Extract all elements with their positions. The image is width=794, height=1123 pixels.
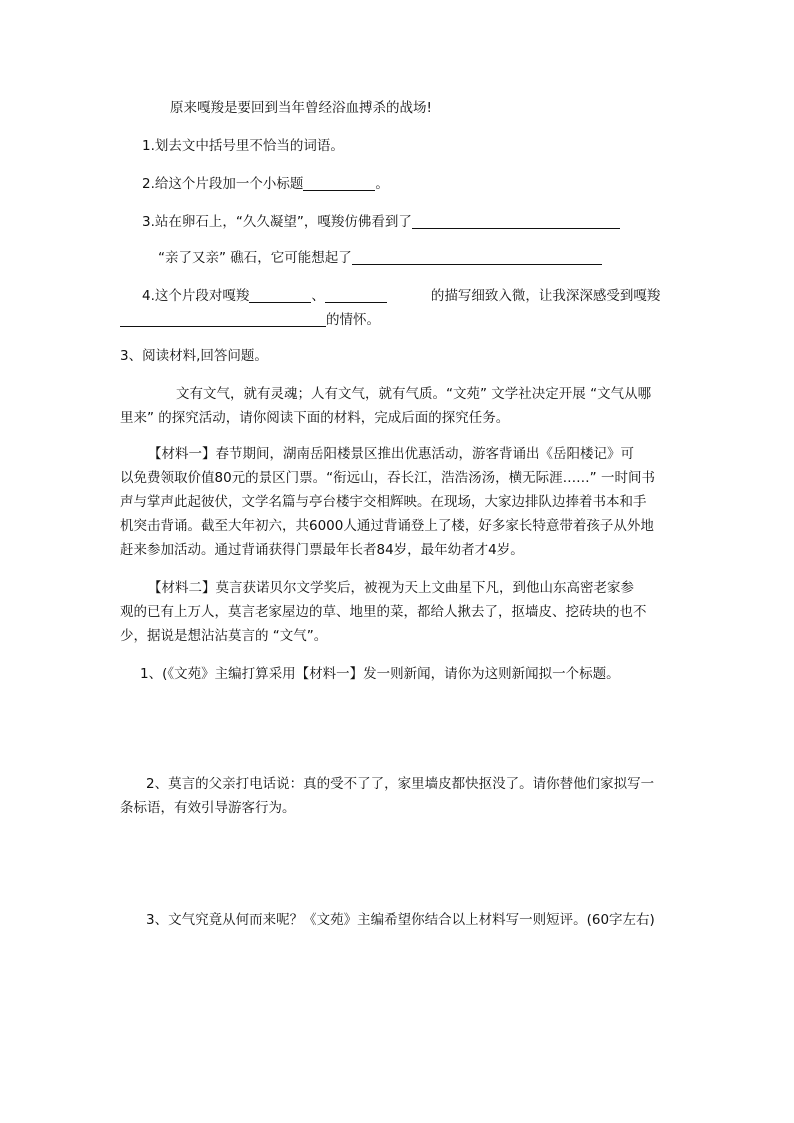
- intro-line: 文有文气，就有灵魂；人有文气，就有气质。“文苑” 文学社决定开展 “文气从哪: [176, 386, 652, 402]
- material-2-line: 【材料二】莫言获诺贝尔文学奖后，被视为天上文曲星下凡，到他山东高密老家参: [148, 580, 634, 596]
- answer-blank[interactable]: [249, 288, 311, 303]
- question-1: 1.划去文中括号里不恰当的词语。: [142, 138, 344, 154]
- passage-end: 原来嘎羧是要回到当年曾经浴血搏杀的战场!: [170, 100, 432, 116]
- material-1-line: 以免费领取价值80元的景区门票。“衔远山，吞长江，浩浩汤汤，横无际涯……” 一时间书: [120, 470, 655, 486]
- question-2: [142, 174, 389, 194]
- task-2-line: 2、莫言的父亲打电话说：真的受不了了，家里墙皮都快抠没了。请你替他们家拟写一: [146, 776, 655, 792]
- material-1-line: 【材料一】春节期间，湖南岳阳楼景区推出优惠活动，游客背诵出《岳阳楼记》可: [148, 446, 634, 462]
- material-1-line: 赶来参加活动。通过背诵获得门票最年长者84岁，最年幼者才4岁。: [120, 542, 524, 558]
- intro-line: 里来” 的探究活动，请你阅读下面的材料，完成后面的探究任务。: [120, 410, 510, 426]
- question-4-sep: 、: [311, 288, 325, 304]
- question-4-line-1: [142, 286, 660, 306]
- material-1-line: 机突击背诵。截至大年初六，共6000人通过背诵登上了楼，好多家长特意带着孩子从外地: [120, 518, 654, 534]
- material-2-line: 少，据说是想沾沾莫言的 “文气”。: [120, 628, 328, 644]
- answer-blank[interactable]: [303, 176, 375, 191]
- question-2-end: 。: [375, 176, 389, 192]
- question-4-text-c: 的情怀。: [326, 312, 380, 328]
- answer-blank[interactable]: [412, 214, 620, 229]
- answer-blank[interactable]: [352, 250, 602, 265]
- task-2-line: 条标语，有效引导游客行为。: [120, 800, 296, 816]
- section-3-title: 3、阅读材料,回答问题。: [120, 348, 268, 364]
- task-1: 1、(《文苑》主编打算采用【材料一】发一则新闻，请你为这则新闻拟一个标题。: [140, 666, 620, 682]
- question-3-line-1: [142, 212, 620, 232]
- question-4-line-2: [120, 310, 380, 330]
- question-3-line-2: [158, 248, 602, 268]
- question-4-text-b: 的描写细致入微，让我深深感受到嘎羧: [430, 288, 661, 304]
- question-2-text: 2.给这个片段加一个小标题: [142, 176, 304, 192]
- question-3-text-1: 3.站在卵石上，“久久凝望”，嘎羧仿佛看到了: [142, 214, 412, 230]
- question-4-text-a: 4.这个片段对嘎羧: [142, 288, 250, 304]
- material-2-line: 观的已有上万人，莫言老家屋边的草、地里的菜，都给人揪去了，抠墙皮、挖砖块的也不: [120, 604, 647, 620]
- material-1-line: 声与掌声此起彼伏，文学名篇与亭台楼宇交相辉映。在现场，大家边排队边捧着书本和手: [120, 494, 647, 510]
- answer-blank[interactable]: [325, 288, 387, 303]
- question-3-text-2: “亲了又亲” 礁石，它可能想起了: [158, 250, 352, 266]
- task-3: 3、文气究竟从何而来呢？《文苑》主编希望你结合以上材料写一则短评。(60字左右): [146, 912, 655, 928]
- answer-blank[interactable]: [120, 312, 326, 327]
